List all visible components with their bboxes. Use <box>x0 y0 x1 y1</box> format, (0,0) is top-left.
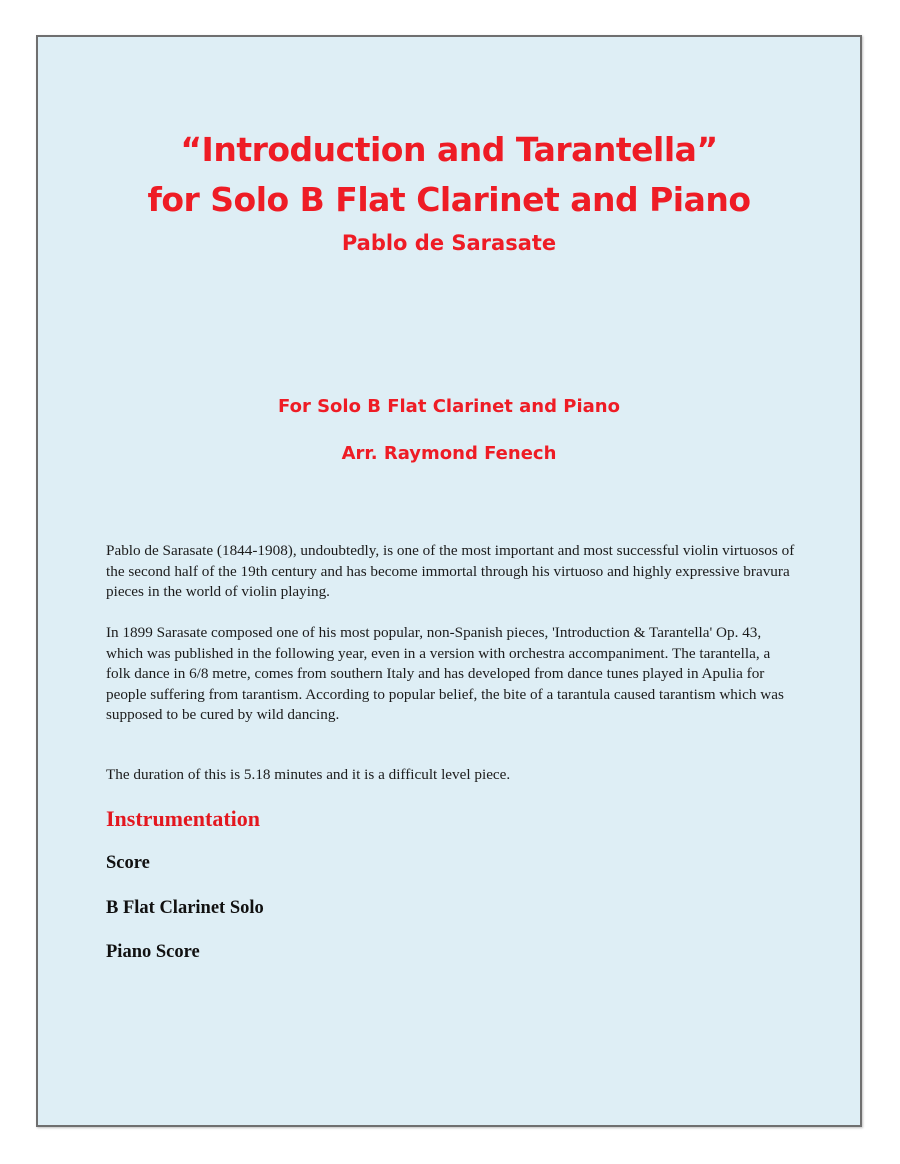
instrumentation-heading: Instrumentation <box>106 806 261 831</box>
instrumentation-item: B Flat Clarinet Solo <box>106 898 264 918</box>
subtitle: For Solo B Flat Clarinet and Piano <box>278 396 620 417</box>
title-line-2: for Solo B Flat Clarinet and Piano <box>147 180 751 219</box>
paragraph-duration: The duration of this is 5.18 minutes and it is a difficult level piece. <box>106 766 511 783</box>
paragraph-history: In 1899 Sarasate composed one of his most popular, non-Spanish pieces, 'Introduction & Tarantella' Op. 43, which was published in the following year, even in a version with orchestra accompaniment. The tarantella, a folk dance in 6/8 metre, comes from southern Italy and has developed from dance tunes played in Apulia for people suffering from tarantism. According to popular belief, the bite of a tarantula caused tarantism which was supposed to be cured by wild dancing. <box>106 624 784 723</box>
instrumentation-item: Piano Score <box>106 942 200 962</box>
title-line-1: “Introduction and Tarantella” <box>180 130 718 169</box>
document-page <box>36 35 862 1127</box>
composer-name: Pablo de Sarasate <box>341 231 557 255</box>
arranger: Arr. Raymond Fenech <box>341 443 557 464</box>
paragraph-biography: Pablo de Sarasate (1844-1908), undoubtedly, is one of the most important and most successful violin virtuosos of the second half of the 19th century and has become immortal through his virtuoso and highly expressive bravura pieces in the world of violin playing. <box>106 542 795 600</box>
instrumentation-item: Score <box>106 853 150 873</box>
